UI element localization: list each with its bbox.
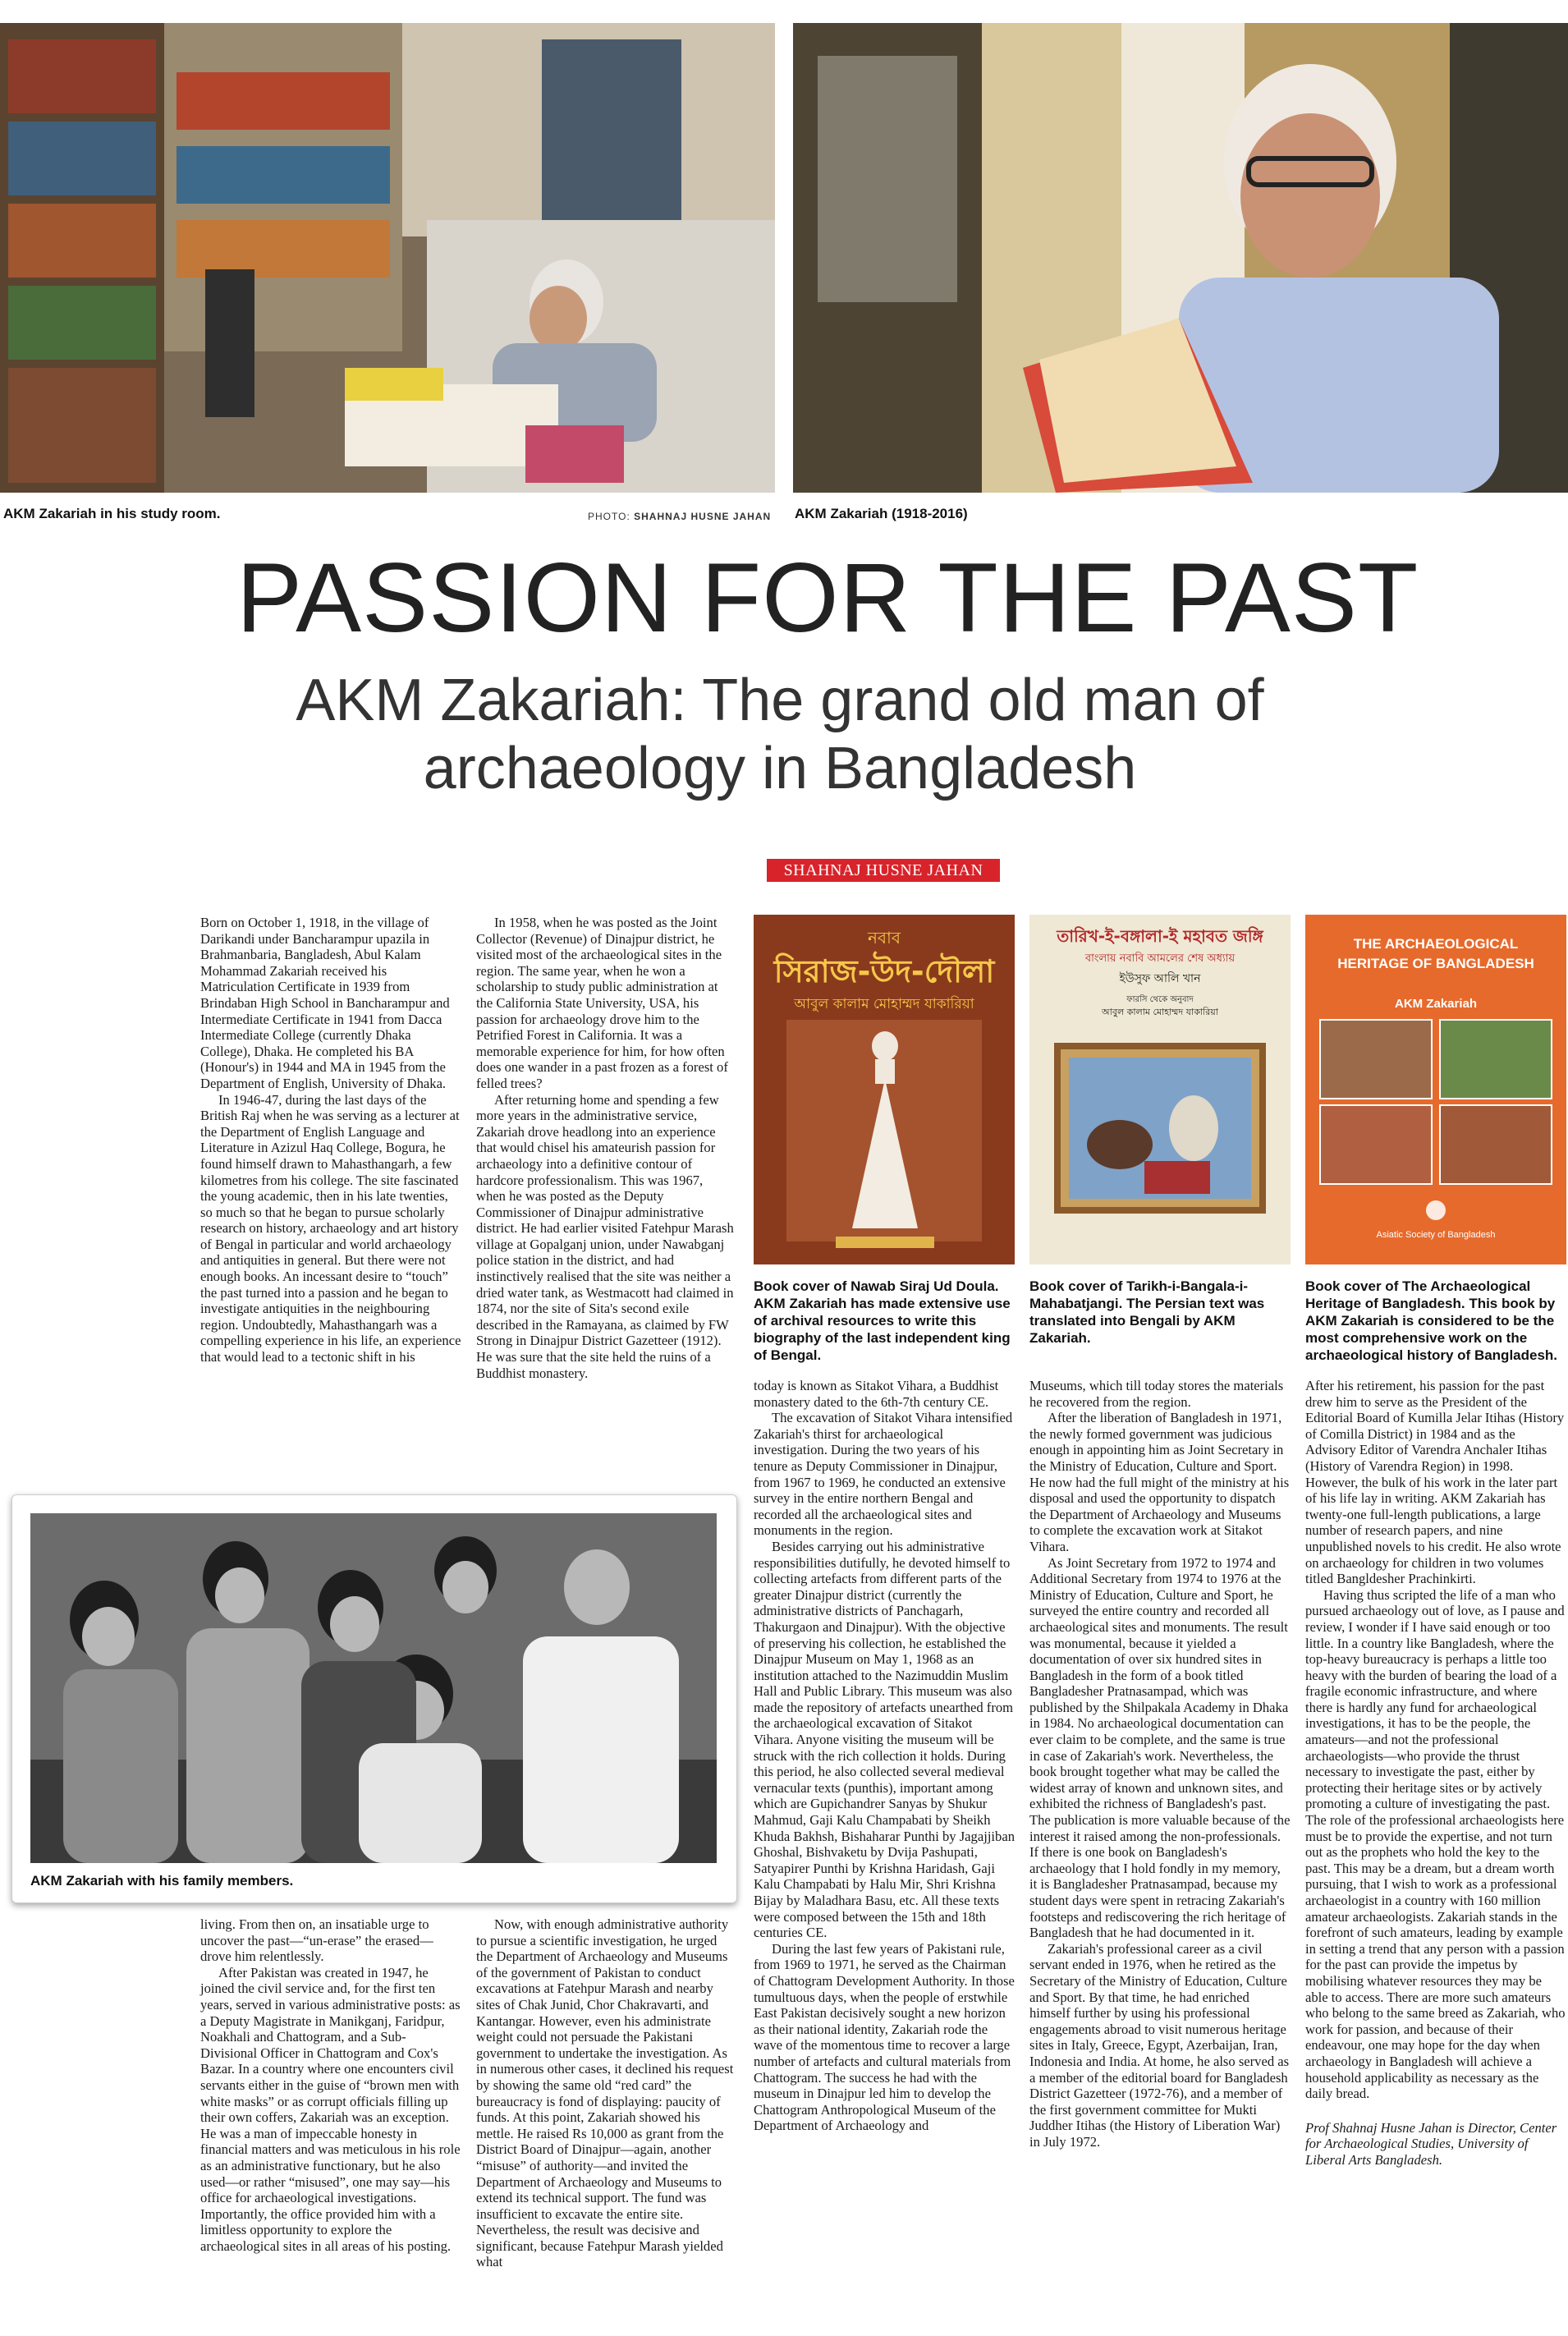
article-column-4 xyxy=(1029,1378,1291,2150)
book-cover-siraj-ud-doula xyxy=(754,915,1015,1264)
book2-painting xyxy=(1029,915,1291,1264)
book2-cover-author1: ইউসুফ আলি খান xyxy=(1119,972,1201,985)
paragraph: After his retirement, his passion for the past drew him to serve as the President of the Editorial Board of Kumilla Jelar Itihas (History of Comilla District) in 1984 and as the Advisory Editor of Varendra Anchaler Itihas (History of Varendra Region) in 1998. However, the bulk of his work in the later part of his life lay in writing. AKM Zakariah has twenty-one full-length publications, a large number of research papers, and nine unpublished novels to his credit. He also wrote on archaeology for children in two volumes titled Bangldesher Prachinkirti. xyxy=(1305,1378,1565,1587)
book1-figure xyxy=(754,915,1015,1264)
book3-caption: Book cover of The Archaeological Heritage of Bangladesh. This book by AKM Zakariah is considered to be the most comprehensive work on the archaeological history of Bangladesh. xyxy=(1305,1278,1558,1363)
book1-cover-title: সিরাজ-উদ-দৌলা xyxy=(773,953,995,989)
family-photo-box xyxy=(11,1494,737,1903)
book2-cover-note: ফারসি থেকে অনুবাদ xyxy=(1126,995,1194,1004)
paragraph: today is known as Sitakot Vihara, a Buddhist monastery dated to the 6th-7th century CE. xyxy=(754,1378,999,1410)
book-cover-tarikh-i-bangala xyxy=(1029,915,1291,1264)
book2-cover-title: তারিখ-ই-বঙ্গালা-ই মহাবত জঙ্গি xyxy=(1057,926,1263,946)
book3-cover-publisher: Asiatic Society of Bangladesh xyxy=(1376,1230,1496,1240)
paragraph: Having thus scripted the life of a man who pursued archaeology out of love, as I pause and review, I wonder if I have said enough or too little. In a country like Bangladesh, where the top-heavy bureaucracy is perhaps a little too heavy with the burden of bearing the load of a fragile economic infrastructure, and where there is hardly any fund for archaeological investigations, it has to be the people, the amateurs—and not the professional archaeologists—who provide the thrust necessary to investigate the past, either by protecting their heritage sites or by actively promoting a culture of investigating the past. The role of the professional archaeologists here must be to provide the expertise, and not turn out as the prophets who hold the key to the past. This may be a dream, but a dream worth pursuing, that I wish to work as a professional archaeologist in a country with 160 million amateur archaeologists. Zakariah stands in the forefront of such amateurs, leading by example in setting a trend that any person with a passion for the past can provide the impetus by mobilising whatever resources they may be able to access. There are more such amateurs who belong to the same breed as Zakariah, who work for passion, and because of their endeavour, one may hope for the day when archaeology in Bangladesh will achieve a household applicability as necessary as the daily bread. xyxy=(1305,1586,1566,2102)
book3-cover-title: THE ARCHAEOLOGICAL HERITAGE OF BANGLADESH xyxy=(1337,936,1534,971)
article-column-1-top xyxy=(200,915,461,1365)
article-column-2-bottom xyxy=(476,1916,736,2270)
photo-credit-prefix: PHOTO: xyxy=(588,511,630,522)
book2-cover-sub: বাংলায় নবাবি আমলের শেষ অধ্যায় xyxy=(1084,952,1236,965)
family-photo xyxy=(30,1513,717,1863)
study-room-illustration xyxy=(0,23,775,493)
paragraph: During the last few years of Pakistani rule, from 1969 to 1971, he served as the Chairman of Chattogram Development Authority. In those tumultuous days, when the people of erstwhile East Pakistan decisively sought a new horizon as their national identity, Zakariah rode the wave of the momentous time to recover a large number of artefacts and cultural materials from Chattogram. The success he had with the museum in Dinajpur led him to develop the Chattogram Anthropological Museum of the Department of Archaeology and xyxy=(754,1940,1015,2134)
paragraph: Besides carrying out his administrative responsibilities dutifully, he devoted himself to collecting artefacts from different parts of the greater Dinajpur district (currently the administrative districts of Panchagarh, Thakurgaon and Dinajpur). With the objective of preserving his collection, he established the Dinajpur Museum on May 1, 1968 as an institution attached to the Nazimuddin Muslim Hall and Public Library. This museum was also made the repository of artefacts unearthed from the archaeological excavation of Sitakot Vihara. Anyone visiting the museum will be struck with the rich collection it holds. During this period, he also collected several medieval vernacular texts (punthis), important among which are Gupichandrer Sanyas by Shukur Mahmud, Gaji Kalu Champabati by Sheikh Khuda Bakhsh, Bishaharar Punthi by Jagajjiban Ghoshal, Bishvaketu by Dvija Pashupati, Satyapirer Punthi by Krishna Haridash, Gaji Kalu Champabati by Halu Mir, Shri Krishna Bijay by Maladhara Basu, etc. All these texts were composed between the 15th and 18th centuries CE. xyxy=(754,1538,1015,1941)
portrait-photo-caption: AKM Zakariah (1918-2016) xyxy=(795,506,968,521)
family-illustration xyxy=(30,1513,717,1863)
book1-cover-author: আবুল কালাম মোহাম্মদ যাকারিয়া xyxy=(794,996,974,1012)
paragraph: After the liberation of Bangladesh in 1971, the newly formed government was judicious enough in appointing him as Joint Secretary in the Ministry of Education, Culture and Sport. He now had the full might of the ministry at his disposal and used the opportunity to dispatch the Department of Archaeology and Museums to complete the excavation work at Sitakot Vihara. xyxy=(1029,1410,1290,1554)
portrait-photo xyxy=(793,23,1568,493)
paragraph: Museums, which till today stores the materials he recovered from the region. xyxy=(1029,1378,1284,1410)
byline: SHAHNAJ HUSNE JAHAN xyxy=(767,859,1000,882)
book2-cover-author2: আবুল কালাম মোহাম্মদ যাকারিয়া xyxy=(1102,1007,1218,1017)
photo-credit xyxy=(588,511,771,522)
paragraph: Now, with enough administrative authority to pursue a scientific investigation, he urged the Department of Archaeology and Museums of the government of Pakistan to conduct excavations at Fatehpur Marash and nearby sites of Chak Junid, Chor Chakravarti, and Kantangar. However, even his administrate weight could not persuade the Pakistani government to undertake the investigation. As in numerous other cases, it declined his request by showing the same old “red card” the bureaucracy is fond of displaying: paucity of funds. At this point, Zakariah showed his mettle. He raised Rs 10,000 as grant from the District Board of Dinajpur—again, another “misuse” of authority—and invited the Department of Archaeology and Museums to extend its technical support. The fund was insufficient to excavate the entire site. Nevertheless, the result was decisive and significant, because Fatehpur Marash yielded what xyxy=(476,1916,734,2270)
book2-caption: Book cover of Tarikh-i-Bangala-i-Mahabatjangi. The Persian text was translated into Bengali by AKM Zakariah. xyxy=(1029,1278,1265,1346)
paragraph: Zakariah's professional career as a civil servant ended in 1976, when he retired as the Secretary of the Ministry of Education, Culture and Sport. By that time, he had enriched himself further by using his professional engagements abroad to visit numerous heritage sites in Italy, Greece, Egypt, Azerbaijan, Iran, Indonesia and India. At home, he also served as a member of the editorial board for Bangladesh District Gazetteer (1972-76), and a member of the first government committee for Mukti Juddher Itihas (the History of Liberation War) in July 1972. xyxy=(1029,1940,1290,2150)
family-photo-caption: AKM Zakariah with his family members. xyxy=(30,1873,294,1889)
portrait-illustration xyxy=(793,23,1568,493)
study-photo-caption: AKM Zakariah in his study room. xyxy=(3,506,221,521)
book3-photos xyxy=(1305,915,1566,1264)
book-cover-archaeological-heritage xyxy=(1305,915,1566,1264)
book3-cover-author: AKM Zakariah xyxy=(1394,997,1478,1011)
headline: PASSION FOR THE PAST xyxy=(236,543,1419,653)
paragraph: Born on October 1, 1918, in the village of Darikandi under Bancharampur upazila in Brahmanbaria, Bangladesh, Abul Kalam Mohammad Zakariah received his Matriculation Certificate in 1939 from Brindaban High School in Bancharampur and Intermediate Certificate in 1941 from Dacca Intermediate College (currently Dhaka College), Dhaka. He completed his BA (Honour's) in 1944 and MA in 1945 from the Department of English, University of Dhaka. xyxy=(200,915,450,1091)
author-note: Prof Shahnaj Husne Jahan is Director, Center for Archaeological Studies, University of Liberal Arts Bangladesh. xyxy=(1305,2119,1557,2168)
deck: AKM Zakariah: The grand old man of archaeology in Bangladesh xyxy=(296,668,1264,801)
book1-caption: Book cover of Nawab Siraj Ud Doula. AKM Zakariah has made extensive use of archival resources to write this biography of the last independent king of Bengal. xyxy=(754,1278,1011,1363)
paragraph: After returning home and spending a few more years in the administrative service, Zakariah drove headlong into an experience that would chisel his amateurish passion for archaeology into a definitive contour of hardcore professionalism. This was 1967, when he was posted as the Deputy Commissioner of Dinajpur administrative district. He had earlier visited Fatehpur Marash village at Gopalganj union, under Nawabganj police station in the district, and had instinctively realised that the site was neither a dried water tank, as Westmacott had claimed in 1874, nor the site of Sita's second exile described in the Ramayana, as claimed by FW Strong in Dinajpur District Gazetteer (1912). He was sure that the site held the ruins of a Buddhist monastery. xyxy=(476,1091,734,1381)
paragraph: living. From then on, an insatiable urge to uncover the past—“un-erase” the erased—drove him relentlessly. xyxy=(200,1916,433,1965)
article-column-5 xyxy=(1305,1378,1566,2168)
article-column-1-bottom xyxy=(200,1916,461,2254)
book1-cover-top: নবাব xyxy=(867,928,901,948)
paragraph: The excavation of Sitakot Vihara intensified Zakariah's thirst for archaeological investigation. During the two years of his tenure as Deputy Commissioner in Dinajpur, from 1967 to 1969, he conducted an extensive survey in the entire northern Bengal and recorded all the archaeological sites and monuments in the region. xyxy=(754,1410,1013,1539)
paragraph: After Pakistan was created in 1947, he joined the civil service and, for the first ten years, served in various administrative posts: as a Deputy Magistrate in Manikganj, Faridpur, Noakhali and Chattogram, and a Sub-Divisional Officer in Chattogram and Cox's Bazar. In a country where one encounters civil servants either in the guise of “brown men with white masks” or as corrupt officials filling up their own coffers, Zakariah was an exception. He was a man of impeccable honesty in financial matters and was meticulous in his role as an administrative functionary, but he also used—or rather “misused”, one may say—his office for archaeological investigations. Importantly, the office provided him with a limitless opportunity to explore the archaeological sites in all areas of his posting. xyxy=(200,1964,461,2254)
paragraph: In 1946-47, during the last days of the British Raj when he was serving as a lecturer at the Department of English Language and Literature in Azizul Haq College, Bogura, he found himself drawn to Mahasthangarh, a few kilometres from his college. The site fascinated the young academic, then in his late twenties, so much so that he began to pursue scholarly research on history, archaeology and art history of Bengal in particular and world archaeology and antiquities in general. But there were not enough books. An incessant desire to “touch” the past turned into a passion and he began to investigate antiquities in the neighbouring region. Undoubtedly, Mahasthangarh was a compelling experience in his life, an experience that would lead to a tectonic shift in his xyxy=(200,1091,461,1365)
study-room-photo xyxy=(0,23,775,493)
article-column-3 xyxy=(754,1378,1015,2134)
paragraph: As Joint Secretary from 1972 to 1974 and Additional Secretary from 1974 to 1976 at the Ministry of Education, Culture and Sport, he surveyed the entire country and recorded all archaeological sites and monuments. The result was monumental, because it yielded a documentation of over six hundred sites in Bangladesh in the form of a book titled Bangladesher Pratnasampad, which was published by the Shilpakala Academy in Dhaka in 1984. No archaeological documentation can ever claim to be complete, and the same is true in case of Zakariah's work. Nevertheless, the book brought together what may be called the widest array of known and unknown sites, and exhibited the richness of Bangladesh's past. The publication is more valuable because of the interest it raised among the non-professionals. If there is one book on Bangladesh's archaeology that I hold fondly in my memory, it is Bangladesher Pratnasampad, because my student days were spent in retracing Zakariah's footsteps and rediscovering the rich heritage of Bangladesh that he had documented in it. xyxy=(1029,1554,1291,1941)
article-column-2-top xyxy=(476,915,736,1381)
paragraph: In 1958, when he was posted as the Joint Collector (Revenue) of Dinajpur district, he visited most of the archaeological sites in the region. The same year, when he won a scholarship to study public administration at the California State University, USA, his passion for archaeology drove him to the Petrified Forest in California. It was a memorable experience for him, for how often does one wander in a past frozen as a forest of felled trees? xyxy=(476,915,728,1091)
photo-credit-name: SHAHNAJ HUSNE JAHAN xyxy=(634,511,772,522)
